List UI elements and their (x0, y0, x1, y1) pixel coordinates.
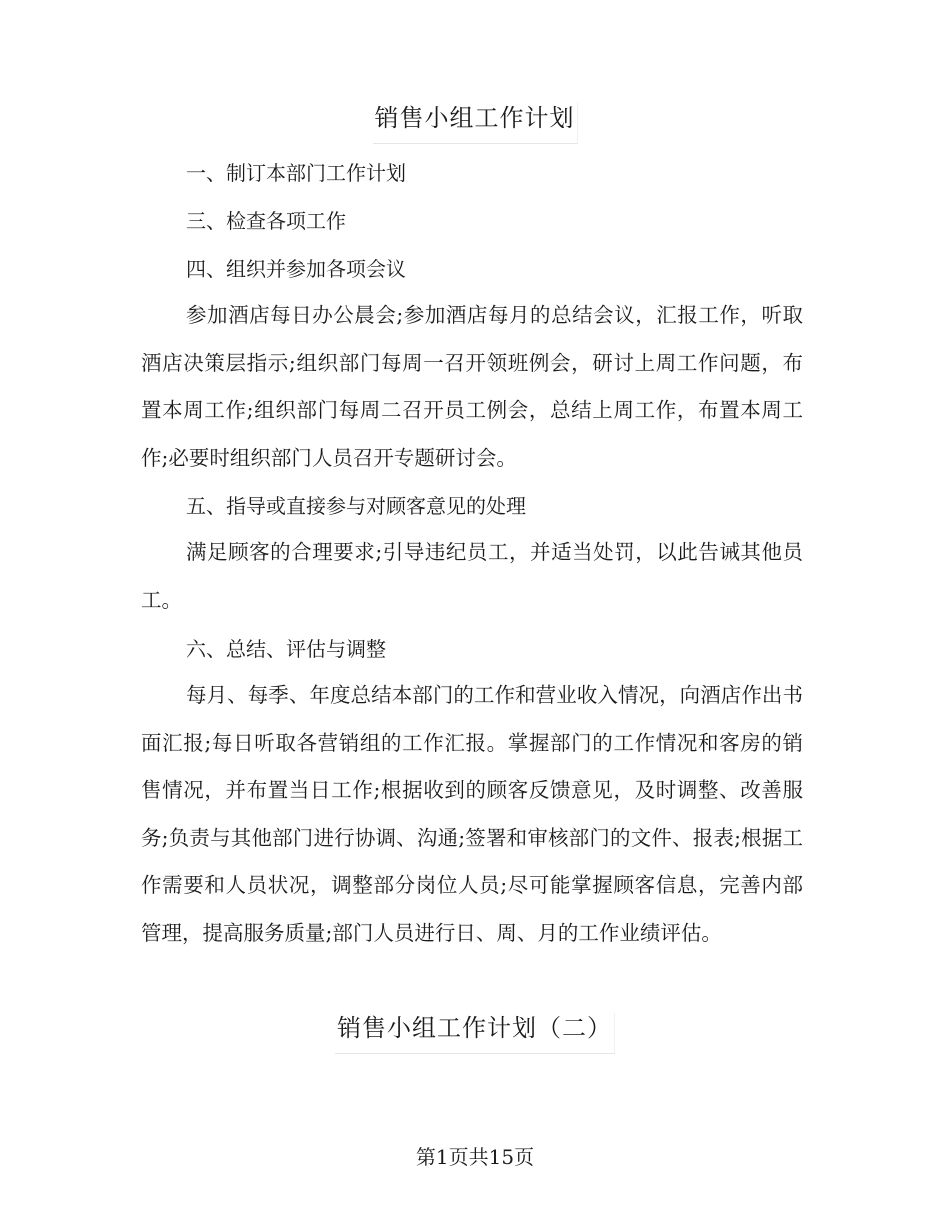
second-document-title (0, 1013, 950, 1054)
section-heading-5: 五、指导或直接参与对顾客意见的处理 (186, 494, 526, 518)
section-heading-3: 三、检查各项工作 (186, 209, 346, 233)
section-body-6: 每月、每季、年度总结本部门的工作和营业收入情况，向酒店作出书面汇报;每日听取各营销组的工作汇报。掌握部门的工作情况和客房的销售情况，并布置当日工作;根据收到的顾客反馈意见，及时调整、改善服务;负责与其他部门进行协调、沟通;签署和审核部门的文件、报表;根据工作需要和人员状况，调整部分岗位人员;尽可能掌握顾客信息，完善内部管理，提高服务质量;部门人员进行日、周、月的工作业绩评估。 (141, 683, 803, 945)
second-document-title-text: 销售小组工作计划（二） (335, 1013, 615, 1054)
section-heading-4: 四、组织并参加各项会议 (186, 257, 406, 281)
section-heading-6: 六、总结、评估与调整 (186, 637, 386, 661)
section-body-5: 满足顾客的合理要求;引导违纪员工，并适当处罚，以此告诫其他员工。 (141, 540, 803, 612)
document-title-text: 销售小组工作计划 (373, 103, 578, 144)
page-indicator: 第1页共15页 (415, 1145, 535, 1169)
document-title (0, 103, 950, 144)
section-heading-1: 一、制订本部门工作计划 (186, 161, 406, 185)
section-body-4: 参加酒店每日办公晨会;参加酒店每月的总结会议，汇报工作，听取酒店决策层指示;组织部门每周一召开领班例会，研讨上周工作问题，布置本周工作;组织部门每周二召开员工例会，总结上周工作，布置本周工作;必要时组织部门人员召开专题研讨会。 (141, 303, 803, 470)
